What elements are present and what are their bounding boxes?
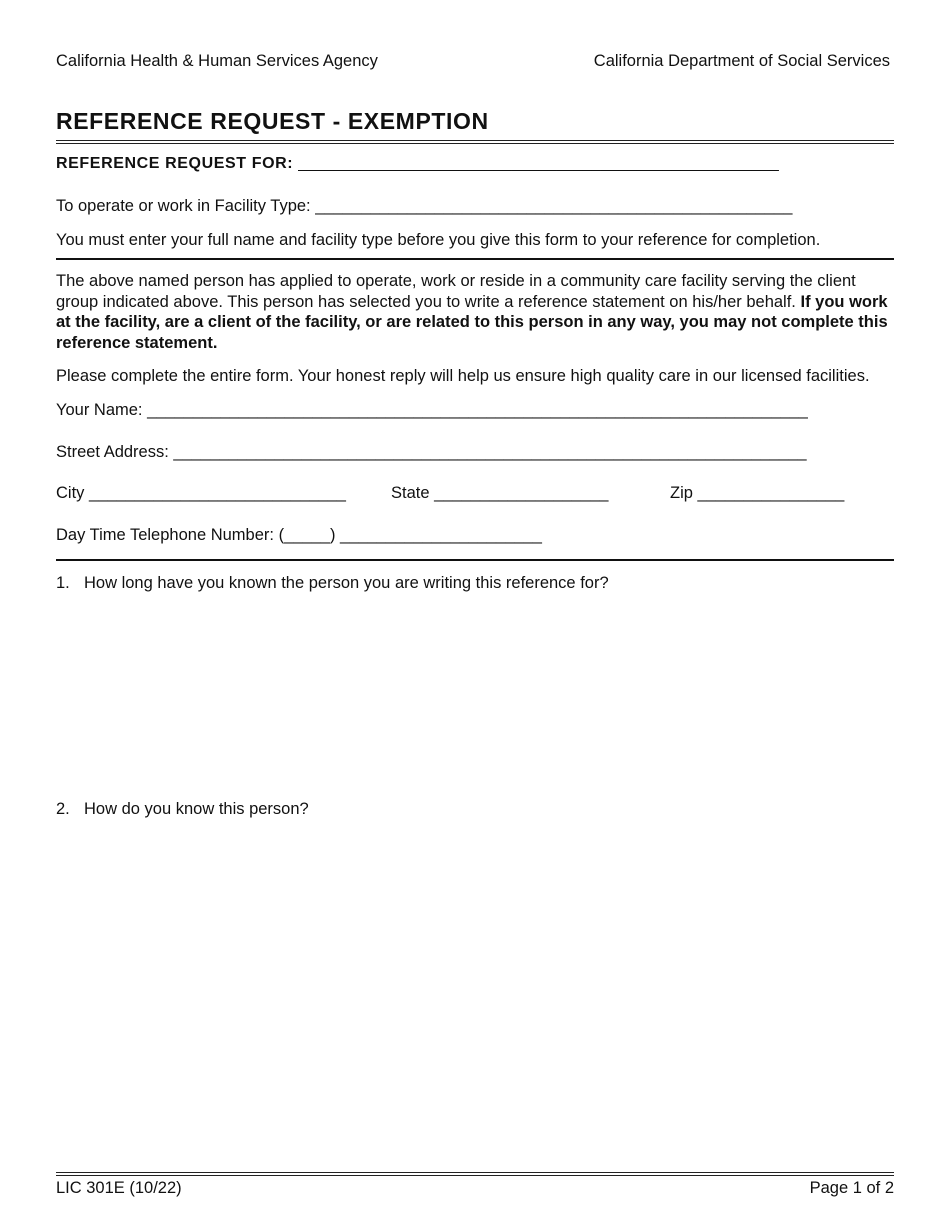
- phone-field[interactable]: [56, 526, 542, 545]
- reference-request-for-field[interactable]: [56, 155, 779, 173]
- fields-divider: [56, 559, 894, 561]
- state-blank[interactable]: ___________________: [434, 484, 609, 502]
- question-1-text: How long have you known the person you are writing this reference for?: [84, 574, 609, 592]
- question-2-number: 2.: [56, 800, 70, 818]
- facility-type-blank[interactable]: ____________________________________________________: [315, 197, 793, 215]
- state-field[interactable]: [391, 484, 608, 503]
- reference-request-for-label: REFERENCE REQUEST FOR:: [56, 155, 294, 172]
- city-field[interactable]: [56, 484, 346, 503]
- city-label: City: [56, 484, 85, 502]
- zip-blank[interactable]: ________________: [697, 484, 845, 502]
- zip-field[interactable]: [670, 484, 844, 503]
- street-address-blank[interactable]: _____________________________________________________________________: [173, 443, 807, 461]
- question-1-number: 1.: [56, 574, 70, 592]
- your-name-blank[interactable]: ________________________________________________________________________: [147, 401, 808, 419]
- phone-area-code-blank[interactable]: (_____): [278, 526, 336, 544]
- question-1: [56, 574, 609, 593]
- department-name: California Department of Social Services: [593, 52, 890, 70]
- city-blank[interactable]: ____________________________: [89, 484, 346, 502]
- question-2: [56, 800, 309, 819]
- reference-request-for-blank[interactable]: ______________________________________________________: [298, 155, 779, 172]
- instruction-text: You must enter your full name and facility type before you give this form to your reference for completion.: [56, 231, 821, 249]
- your-name-field[interactable]: [56, 401, 808, 420]
- agency-name: California Health & Human Services Agency: [56, 52, 378, 70]
- title-divider: [56, 140, 894, 144]
- page-title: REFERENCE REQUEST - EXEMPTION: [56, 108, 489, 134]
- phone-label: Day Time Telephone Number:: [56, 526, 274, 544]
- street-address-field[interactable]: [56, 443, 807, 462]
- zip-label: Zip: [670, 484, 693, 502]
- please-complete-text: Please complete the entire form. Your honest reply will help us ensure high quality care in our licensed facilities.: [56, 367, 870, 385]
- page-number: Page 1 of 2: [809, 1179, 894, 1197]
- intro-paragraph: [56, 271, 896, 353]
- your-name-label: Your Name:: [56, 401, 143, 419]
- form-id: LIC 301E (10/22): [56, 1179, 182, 1197]
- street-address-label: Street Address:: [56, 443, 169, 461]
- phone-number-blank[interactable]: ______________________: [340, 526, 542, 544]
- section-divider: [56, 258, 894, 260]
- intro-warning: If you work at the facility, are a client of the facility, or are related to this person in any way, you may not complete this reference statement.: [56, 292, 888, 352]
- facility-type-label: To operate or work in Facility Type:: [56, 197, 311, 215]
- question-2-text: How do you know this person?: [84, 800, 309, 818]
- facility-type-field[interactable]: [56, 197, 792, 216]
- state-label: State: [391, 484, 430, 502]
- footer-divider: [56, 1172, 894, 1176]
- intro-text: The above named person has applied to operate, work or reside in a community care facility serving the client group indicated above. This person has selected you to write a reference statement on his/her behalf.: [56, 272, 856, 311]
